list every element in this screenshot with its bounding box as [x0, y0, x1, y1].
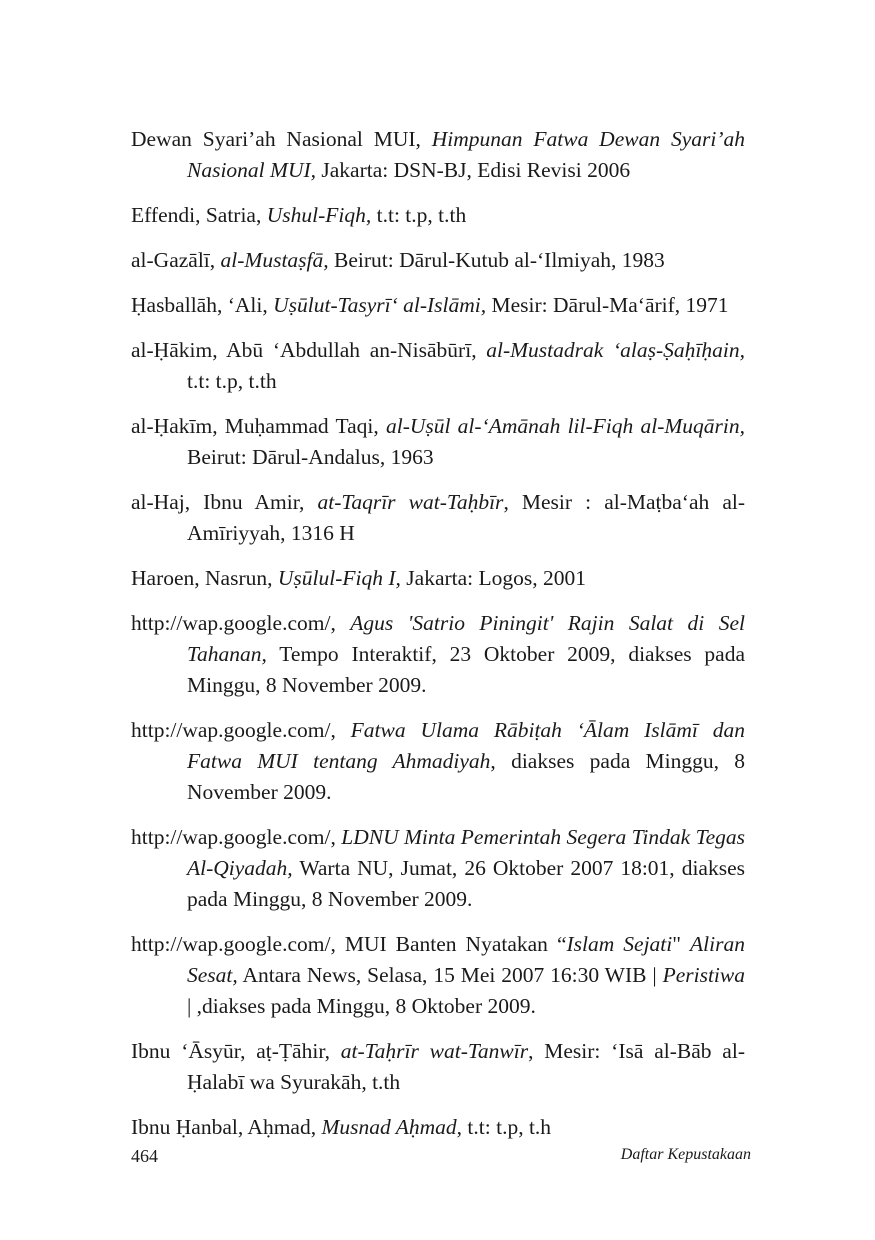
page-number: 464 [131, 1146, 158, 1166]
entry-text: al-Gazālī, [131, 248, 221, 272]
entry-title-italic: at-Taqrīr wat-Taḥbīr [317, 490, 504, 514]
entry-text: Dewan Syari’ah Nasional MUI, [131, 127, 432, 151]
bibliography-entry [131, 487, 745, 549]
entry-text: Tempo Interaktif, 23 Oktober 2009, diakses pada Minggu, 8 November 2009. [187, 642, 745, 697]
bibliography-entry [131, 715, 745, 808]
entry-title-italic: Fatwa Ulama Rābiṭah ‘Ālam Islāmī dan Fatwa MUI tentang Ahmadiyah [187, 718, 745, 773]
bibliography-entry [131, 563, 745, 594]
entry-title-italic: Himpunan Fatwa Dewan Syari’ah Nasional MUI, [187, 127, 745, 182]
bibliography-entry [131, 1036, 745, 1098]
entry-text: , Mesir: ‘Isā al-Bāb al-Ḥalabī wa Syurakāh, t.th [187, 1039, 745, 1094]
entry-title-italic: at-Taḥrīr wat-Tanwīr [340, 1039, 529, 1063]
entry-text: Beirut: Dārul-Kutub al-‘Ilmiyah, 1983 [328, 248, 665, 272]
bibliography-entry [131, 124, 745, 186]
bibliography-entry [131, 822, 745, 915]
entry-text: Beirut: Dārul-Andalus, 1963 [187, 445, 434, 469]
entry-title-italic: al-Mustaṣfā, [220, 248, 329, 272]
bibliography-entry [131, 929, 745, 1022]
bibliography-entry [131, 200, 745, 231]
entry-text: Jakarta: Logos, 2001 [400, 566, 587, 590]
entry-title-italic: Aliran Sesat, [187, 932, 745, 987]
bibliography-list [131, 124, 745, 1157]
bibliography-entry [131, 411, 745, 473]
entry-text: http://wap.google.com/, [131, 718, 351, 742]
entry-text: Effendi, Satria, [131, 203, 267, 227]
entry-title-italic: al-Uṣūl al-‘Amānah lil-Fiqh al-Muqārin, [385, 414, 745, 438]
entry-text: Ibnu ‘Āsyūr, aṭ-Ṭāhir, [131, 1039, 341, 1063]
entry-text: http://wap.google.com/, [131, 611, 351, 635]
bibliography-entry [131, 335, 745, 397]
bibliography-entry [131, 1112, 745, 1143]
entry-title-italic: Peristiwa [662, 963, 745, 987]
entry-text: http://wap.google.com/, MUI Banten Nyatakan “ [131, 932, 567, 956]
entry-text: Haroen, Nasrun, [131, 566, 278, 590]
entry-title-italic: Agus 'Satrio Piningit' Rajin Salat di Sel Tahanan, [187, 611, 745, 666]
entry-text: Ḥasballāh, ‘Ali, [131, 293, 274, 317]
entry-title-italic: Uṣūlul-Fiqh I, [277, 566, 401, 590]
entry-text: Mesir: Dārul-Ma‘ārif, 1971 [486, 293, 729, 317]
running-footer-title: Daftar Kepustakaan [620, 1146, 751, 1163]
entry-title-italic: al-Mustadrak ‘alaṣ-Ṣaḥīḥain, [486, 338, 745, 362]
entry-text: Antara News, Selasa, 15 Mei 2007 16:30 WIB | [237, 963, 663, 987]
entry-text: , diakses pada Minggu, 8 November 2009. [187, 749, 746, 804]
entry-text: t.t: t.p, t.th [371, 203, 467, 227]
entry-text: http://wap.google.com/, [131, 825, 342, 849]
entry-text: al-Haj, Ibnu Amir, [131, 490, 318, 514]
entry-text: , Mesir : al-Maṭba‘ah al-Amīriyyah, 1316 H [187, 490, 746, 545]
entry-text: | ,diakses pada Minggu, 8 Oktober 2009. [187, 994, 536, 1018]
bibliography-entry [131, 290, 745, 321]
entry-text: , t.t: t.p, t.h [456, 1115, 552, 1139]
bibliography-entry [131, 608, 745, 701]
entry-text: al-Ḥakīm, Muḥammad Taqi, [131, 414, 386, 438]
entry-text: al-Ḥākim, Abū ‘Abdullah an-Nisābūrī, [131, 338, 487, 362]
entry-title-italic: Uṣūlut-Tasyrī‘ al-Islāmi, [273, 293, 487, 317]
entry-text: Ibnu Ḥanbal, Aḥmad, [131, 1115, 322, 1139]
entry-text: " [672, 932, 691, 956]
entry-title-italic: LDNU Minta Pemerintah Segera Tindak Tegas Al-Qiyadah, [187, 825, 745, 880]
entry-title-italic: Musnad Aḥmad [321, 1115, 457, 1139]
entry-text: t.t: t.p, t.th [187, 369, 277, 393]
entry-title-italic: Islam Sejati [566, 932, 673, 956]
entry-text: Warta NU, Jumat, 26 Oktober 2007 18:01, diakses pada Minggu, 8 November 2009. [187, 856, 745, 911]
entry-text: Jakarta: DSN-BJ, Edisi Revisi 2006 [316, 158, 631, 182]
bibliography-entry [131, 245, 745, 276]
entry-title-italic: Ushul-Fiqh, [266, 203, 372, 227]
